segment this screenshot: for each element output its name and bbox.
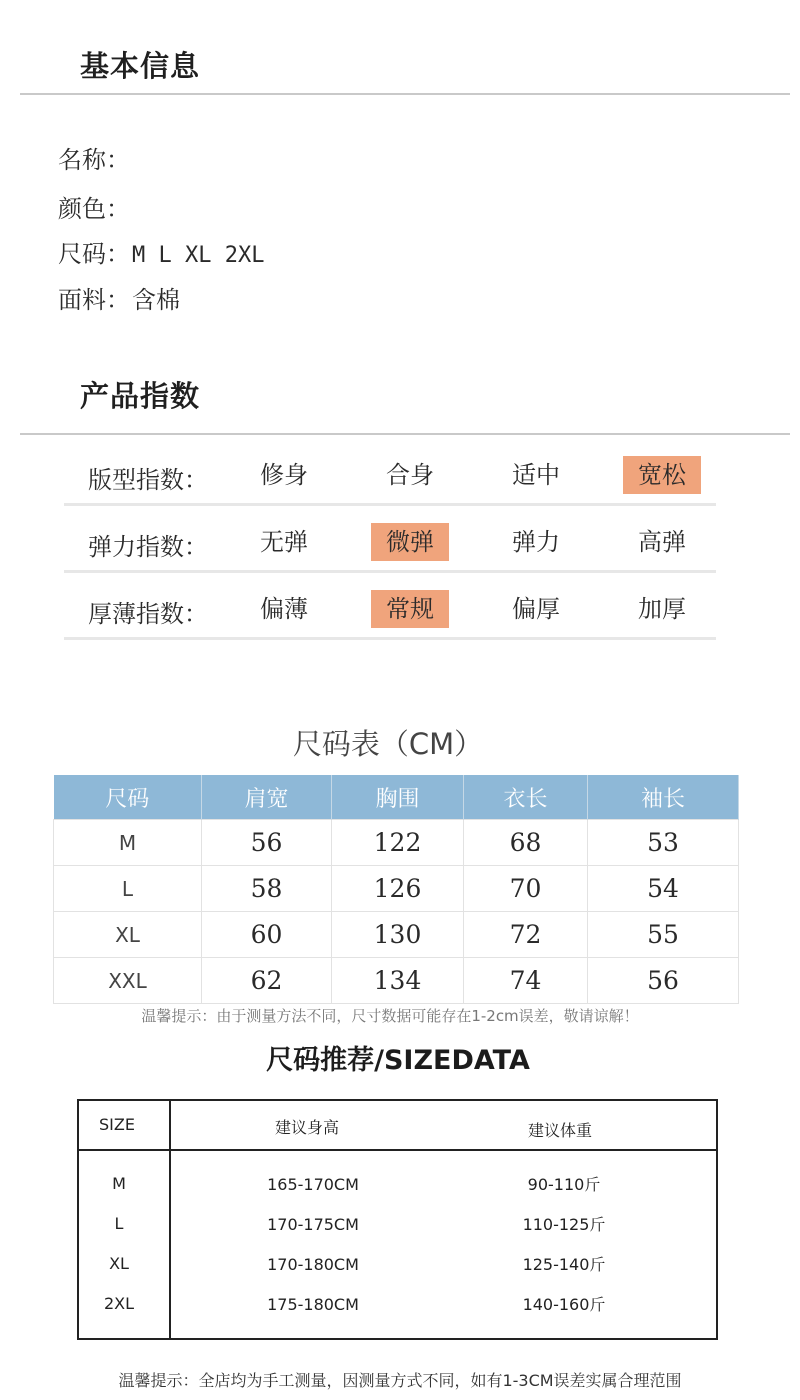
elastic-option: 微弹	[371, 523, 449, 561]
fit-option: 修身	[260, 461, 308, 489]
size-recommend-title: 尺码推荐/SIZEDATA	[266, 1045, 530, 1076]
length-cell: 70	[464, 866, 588, 912]
sleeve-cell: 55	[588, 912, 739, 958]
weight-cell: 90-110斤	[527, 1175, 601, 1194]
basic-info-title: 基本信息	[80, 49, 201, 83]
height-cell: 165-170CM	[267, 1175, 359, 1194]
table-row	[54, 912, 739, 958]
elastic-option: 弹力	[512, 528, 560, 556]
fabric-label: 面料：	[58, 286, 130, 314]
size-value: M L XL 2XL	[132, 243, 265, 268]
length-cell: 72	[464, 912, 588, 958]
shoulder-cell: 62	[202, 958, 332, 1004]
fabric-row	[58, 280, 180, 315]
height-cell: 170-175CM	[267, 1215, 359, 1234]
name-label: 名称：	[58, 146, 130, 174]
fit-option: 合身	[386, 461, 434, 489]
thickness-option: 偏薄	[260, 595, 308, 623]
size-cell: L	[114, 1214, 124, 1233]
size-cell: XL	[54, 912, 202, 958]
color-label: 颜色：	[58, 195, 130, 223]
thickness-option: 偏厚	[512, 595, 560, 623]
size-cell: M	[112, 1174, 126, 1193]
elastic-index-label: 弹力指数：	[88, 533, 208, 561]
fabric-value: 含棉	[132, 286, 180, 314]
weight-cell: 140-160斤	[522, 1295, 606, 1314]
weight-cell: 125-140斤	[522, 1255, 606, 1274]
size-cell: L	[54, 866, 202, 912]
shoulder-cell: 60	[202, 912, 332, 958]
shoulder-cell: 56	[202, 820, 332, 866]
header-height: 建议身高	[275, 1118, 340, 1137]
sleeve-cell: 53	[588, 820, 739, 866]
size-row	[58, 234, 264, 269]
thickness-index-label: 厚薄指数：	[88, 600, 208, 628]
store-measurement-tip: 温馨提示：全店均为手工测量，因测量方式不同，如有1-3CM误差实属合理范围	[118, 1371, 682, 1390]
product-index-title: 产品指数	[80, 379, 201, 413]
thickness-option: 加厚	[638, 595, 686, 623]
color-row	[58, 189, 130, 224]
header-size: SIZE	[99, 1115, 135, 1134]
size-table-header	[54, 775, 739, 820]
fit-option: 适中	[512, 461, 560, 489]
header-shoulder: 肩宽	[202, 775, 332, 820]
row-divider	[64, 570, 716, 573]
elastic-index-row	[64, 517, 716, 573]
height-cell: 175-180CM	[267, 1295, 359, 1314]
size-cell: XXL	[54, 958, 202, 1004]
chest-cell: 122	[332, 820, 464, 866]
name-row	[58, 140, 130, 175]
column-divider	[169, 1101, 171, 1338]
sleeve-cell: 54	[588, 866, 739, 912]
size-table-title: 尺码表（CM）	[292, 727, 484, 761]
basic-info-divider	[20, 93, 790, 95]
sleeve-cell: 56	[588, 958, 739, 1004]
chest-cell: 134	[332, 958, 464, 1004]
thickness-option: 常规	[371, 590, 449, 628]
size-cell: M	[54, 820, 202, 866]
size-cell: XL	[109, 1254, 129, 1273]
length-cell: 74	[464, 958, 588, 1004]
thickness-index-row	[64, 584, 716, 640]
size-table	[53, 775, 739, 1004]
height-cell: 170-180CM	[267, 1255, 359, 1274]
table-row	[54, 958, 739, 1004]
fit-index-row	[64, 450, 716, 506]
header-sleeve: 袖长	[588, 775, 739, 820]
size-label: 尺码：	[58, 240, 130, 268]
product-index-divider	[20, 433, 790, 435]
table-row	[54, 866, 739, 912]
header-chest: 胸围	[332, 775, 464, 820]
shoulder-cell: 58	[202, 866, 332, 912]
size-recommend-table	[77, 1099, 718, 1340]
chest-cell: 126	[332, 866, 464, 912]
fit-index-label: 版型指数：	[88, 466, 208, 494]
header-divider	[79, 1149, 716, 1151]
chest-cell: 130	[332, 912, 464, 958]
row-divider	[64, 503, 716, 506]
header-size: 尺码	[54, 775, 202, 820]
size-cell: 2XL	[103, 1294, 135, 1313]
fit-option: 宽松	[623, 456, 701, 494]
weight-cell: 110-125斤	[522, 1215, 606, 1234]
row-divider	[64, 637, 716, 640]
measurement-tip: 温馨提示：由于测量方法不同，尺寸数据可能存在1-2cm误差，敬请谅解！	[141, 1007, 639, 1025]
elastic-option: 无弹	[260, 528, 308, 556]
header-weight: 建议体重	[528, 1121, 593, 1140]
length-cell: 68	[464, 820, 588, 866]
header-length: 衣长	[464, 775, 588, 820]
table-row	[54, 820, 739, 866]
elastic-option: 高弹	[638, 528, 686, 556]
